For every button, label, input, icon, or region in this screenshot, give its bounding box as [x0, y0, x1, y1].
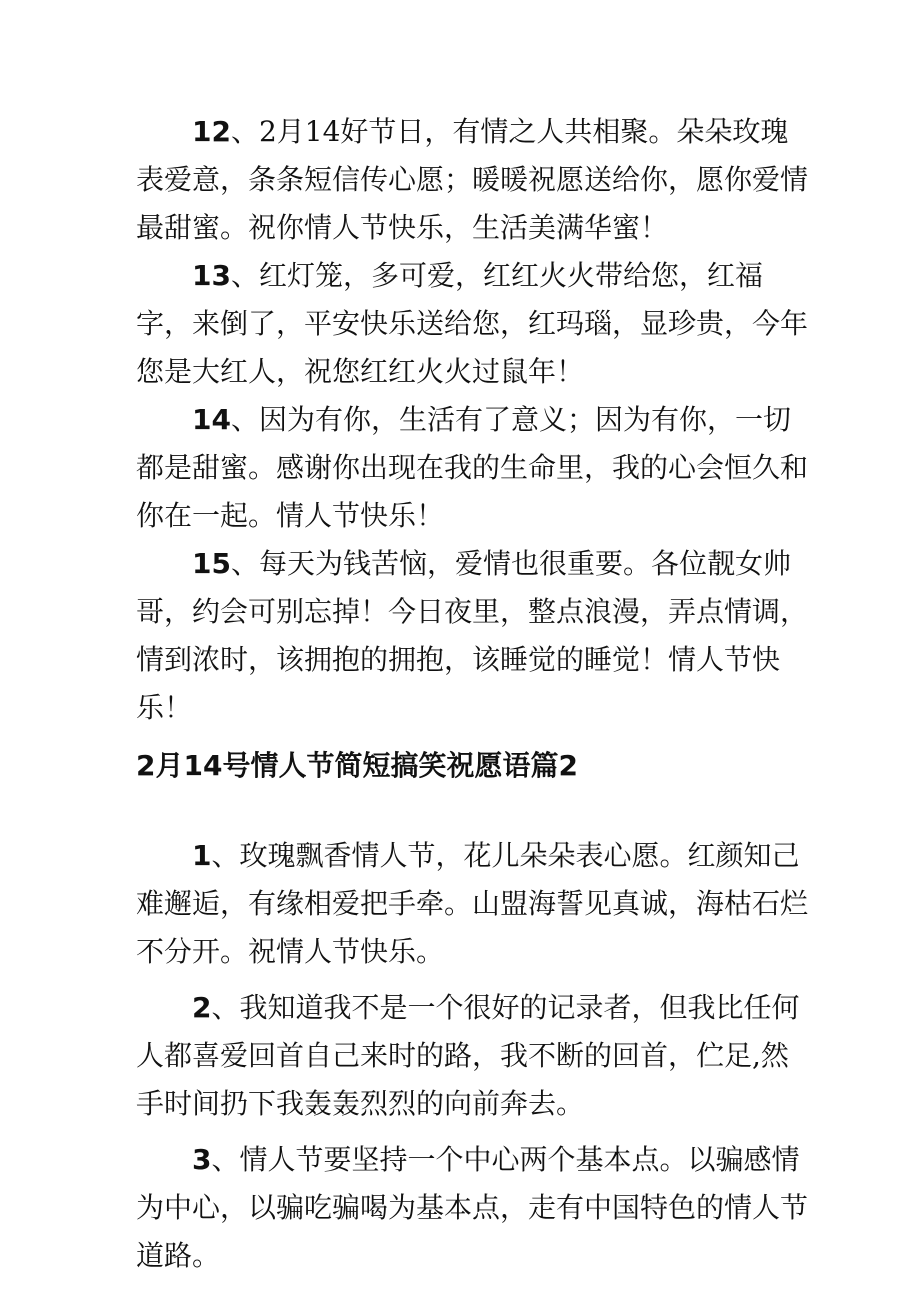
item-text: 、玫瑰飘香情人节，花儿朵朵表心愿。红颜知己难邂逅，有缘相爱把手牵。山盟海誓见真诚，海枯石烂不分开。祝情人节快乐。 [136, 839, 809, 968]
item-number: 2 [192, 991, 212, 1024]
item-number: 1 [192, 839, 212, 872]
item-text: 、红灯笼，多可爱，红红火火带给您，红福字，来倒了，平安快乐送给您，红玛瑙，显珍贵，今年您是大红人，祝您红红火火过鼠年！ [136, 259, 809, 388]
item-number: 12 [192, 115, 231, 148]
item-number: 3 [192, 1143, 212, 1176]
item-number: 15 [192, 547, 231, 580]
item-number: 14 [192, 403, 231, 436]
item-text: 、因为有你，生活有了意义；因为有你，一切都是甜蜜。感谢你出现在我的生命里，我的心会恒久和你在一起。情人节快乐！ [136, 403, 809, 532]
item-text: 、情人节要坚持一个中心两个基本点。以骗感情为中心，以骗吃骗喝为基本点，走有中国特色的情人节道路。 [136, 1143, 809, 1272]
item-text: 、2月14好节日，有情之人共相聚。朵朵玫瑰表爱意，条条短信传心愿；暖暖祝愿送给你，愿你爱情最甜蜜。祝你情人节快乐，生活美满华蜜！ [136, 115, 809, 244]
paragraph-item-1 [136, 832, 816, 976]
paragraph-item-3 [136, 1136, 816, 1280]
item-text: 、我知道我不是一个很好的记录者，但我比任何人都喜爱回首自己来时的路，我不断的回首，伫足,然手时间扔下我轰轰烈烈的向前奔去。 [136, 991, 800, 1120]
item-text: 、每天为钱苦恼，爱情也很重要。各位靓女帅哥，约会可别忘掉！今日夜里，整点浪漫，弄点情调，情到浓时，该拥抱的拥抱，该睡觉的睡觉！情人节快乐！ [136, 547, 809, 724]
item-number: 13 [192, 259, 231, 292]
paragraph-item-13 [136, 252, 816, 396]
section-heading: 2月14号情人节简短搞笑祝愿语篇2 [136, 749, 578, 782]
paragraph-item-14 [136, 396, 816, 540]
paragraph-item-12 [136, 108, 816, 252]
paragraph-item-15 [136, 540, 816, 732]
document-body [136, 108, 816, 1280]
paragraph-item-2 [136, 984, 816, 1128]
